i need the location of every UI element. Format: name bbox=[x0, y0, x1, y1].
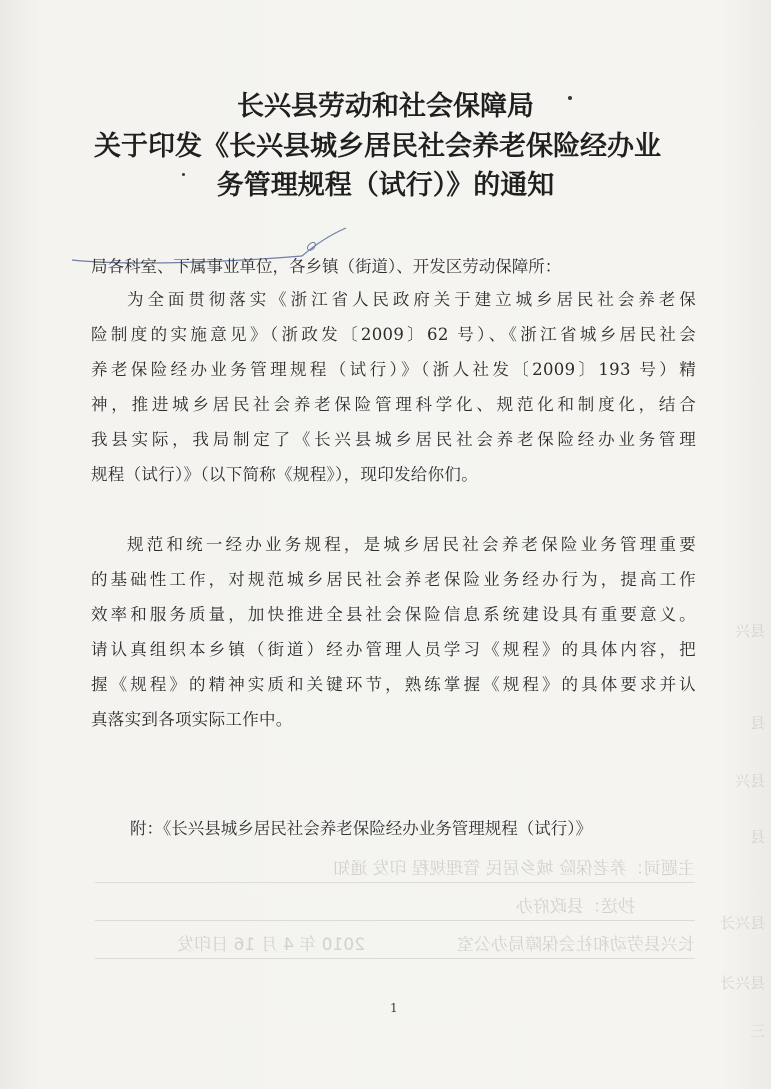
paragraph-line: 我县实际，我局制定了《长兴县城乡居民社会养老保险经办业务管理 bbox=[91, 430, 696, 449]
paragraph-line: 请认真组织本乡镇（街道）经办管理人员学习《规程》的具体内容，把 bbox=[91, 640, 696, 659]
attachment-note: 附：《长兴县城乡居民社会养老保险经办业务管理规程（试行）》 bbox=[130, 819, 592, 838]
paragraph-line: 真落实到各项实际工作中。 bbox=[91, 710, 293, 729]
paragraph-line: 神，推进城乡居民社会养老保险管理科学化、规范化和制度化，结合 bbox=[91, 395, 696, 414]
bleed-margin-fragment: 兴县 bbox=[734, 622, 765, 640]
bleed-subject-line: 主题词：养老保险 城乡居民 管理规程 印发 通知 bbox=[333, 859, 695, 879]
bleed-margin-fragment: 县 bbox=[749, 714, 765, 732]
bleed-margin-fragment: 县 bbox=[749, 828, 765, 846]
salutation: 局各科室、下属事业单位，各乡镇（街道）、开发区劳动保障所： bbox=[91, 257, 562, 276]
bleed-margin-fragment: 兴县 bbox=[734, 772, 765, 790]
bleed-cc-line: 抄送：县政府办 bbox=[516, 897, 635, 917]
ink-dot bbox=[182, 173, 185, 176]
paragraph-line: 握《规程》的精神实质和关键环节，熟练掌握《规程》的具体要求并认 bbox=[91, 675, 696, 694]
ink-dot bbox=[568, 96, 572, 100]
bleed-margin-fragment: 三 bbox=[749, 1022, 765, 1040]
bleed-issuer-line: 长兴县劳动和社会保障局办公室 bbox=[457, 935, 695, 955]
paragraph-line: 的基础性工作，对规范城乡居民社会养老保险业务经办行为，提高工作 bbox=[91, 570, 696, 589]
bleed-margin-fragment: 长兴县 bbox=[719, 974, 765, 992]
document-title-line-3: 务管理规程（试行）》的通知 bbox=[216, 170, 555, 201]
body-paragraph-1 bbox=[91, 282, 696, 492]
body-paragraph-2 bbox=[91, 527, 696, 737]
paragraph-line: 规范和统一经办业务规程，是城乡居民社会养老保险业务管理重要 bbox=[127, 535, 696, 554]
page-number: 1 bbox=[390, 1001, 398, 1015]
bleed-date-line: 2010 年 4 月 16 日印发 bbox=[177, 935, 365, 955]
paragraph-line: 险制度的实施意见》（浙政发〔2009〕62 号）、《浙江省城乡居民社会 bbox=[91, 325, 696, 344]
paragraph-line: 效率和服务质量，加快推进全县社会保险信息系统建设具有重要意义。 bbox=[91, 605, 696, 624]
document-title-line-2: 关于印发《长兴县城乡居民社会养老保险经办业 bbox=[94, 131, 661, 162]
paragraph-line: 养老保险经办业务管理规程（试行）》（浙人社发〔2009〕193 号）精 bbox=[91, 360, 696, 379]
bleed-margin-fragment: 长兴县 bbox=[719, 914, 765, 932]
paragraph-line: 规程（试行）》（以下简称《规程》），现印发给你们。 bbox=[91, 465, 478, 484]
bleed-through-footer bbox=[95, 848, 695, 978]
paragraph-line: 为全面贯彻落实《浙江省人民政府关于建立城乡居民社会养老保 bbox=[127, 290, 696, 309]
document-title-line-1: 长兴县劳动和社会保障局 bbox=[237, 91, 534, 122]
